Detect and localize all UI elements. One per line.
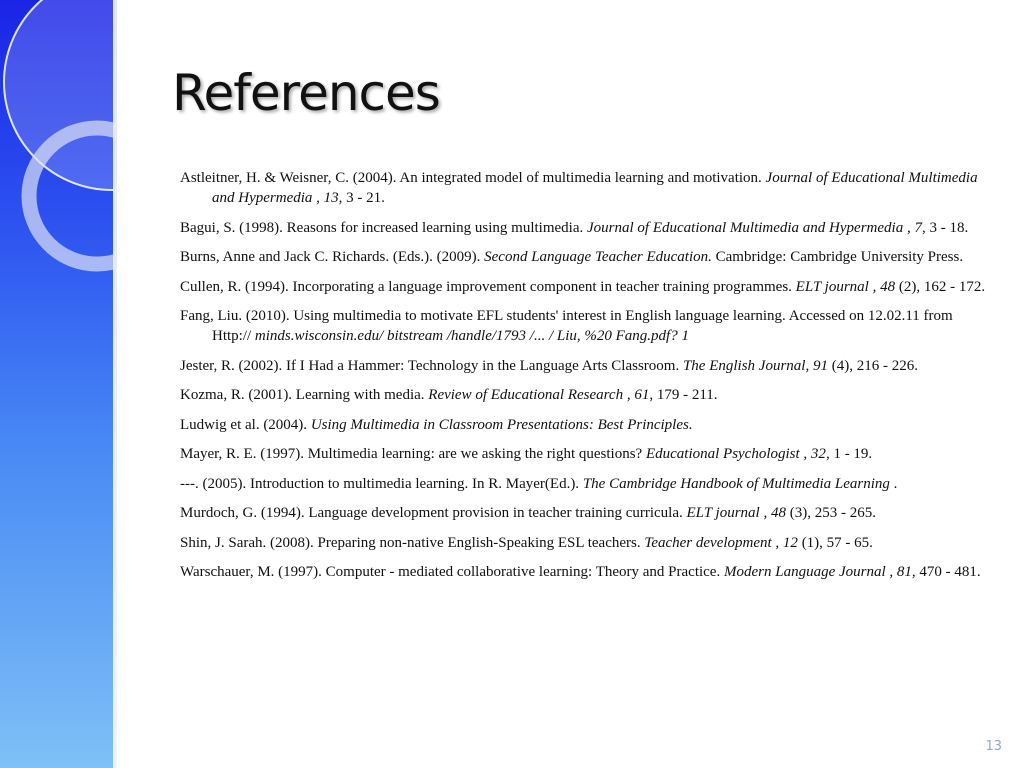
reference-text: Shin, J. Sarah. (2008). Preparing non-native English-Speaking ESL teachers.	[180, 534, 645, 551]
reference-source: Journal of Educational Multimedia and Hypermedia , 13	[212, 170, 978, 206]
sidebar-edge	[113, 0, 117, 768]
reference-pages: (2), 162 - 172.	[895, 278, 986, 295]
reference-source: Second Language Teacher Education.	[484, 249, 712, 265]
reference-text: Warschauer, M. (1997). Computer - mediated collaborative learning: Theory and Practice.	[180, 564, 724, 580]
reference-source: Review of Educational Research , 61	[428, 387, 650, 403]
circle-decoration-icon	[0, 0, 113, 768]
reference-text: Ludwig et al. (2004).	[180, 416, 311, 433]
reference-pages: , 470 - 481.	[911, 564, 981, 580]
reference-item	[180, 218, 995, 238]
reference-text: Fang, Liu. (2010). Using multimedia to motivate EFL students' interest in English language learning. Accessed on 12.02.11 from Http://	[180, 308, 953, 344]
reference-pages: .	[889, 475, 898, 492]
reference-list	[180, 168, 995, 592]
reference-source: Modern Language Journal , 81	[723, 564, 912, 580]
reference-pages: , 1 - 19.	[825, 446, 873, 462]
reference-pages: (3), 253 - 265.	[785, 505, 876, 521]
reference-source: Using Multimedia in Classroom Presentations: Best Principles.	[310, 416, 693, 433]
reference-item	[180, 277, 995, 297]
reference-item	[180, 562, 995, 582]
reference-text: Cullen, R. (1994). Incorporating a language improvement component in teacher training programmes.	[180, 278, 796, 295]
reference-source: Teacher development , 12	[644, 534, 798, 551]
reference-source: ELT journal , 48	[795, 278, 896, 295]
reference-text: Kozma, R. (2001). Learning with media.	[180, 387, 429, 403]
reference-text: Murdoch, G. (1994). Language development provision in teacher training curricula.	[180, 505, 687, 521]
reference-text: Mayer, R. E. (1997). Multimedia learning: are we asking the right questions?	[180, 446, 646, 462]
reference-item	[180, 385, 995, 405]
reference-item	[180, 356, 995, 376]
reference-item	[180, 533, 995, 553]
reference-source: Journal of Educational Multimedia and Hypermedia , 7	[587, 219, 922, 236]
reference-source: The Cambridge Handbook of Multimedia Learning	[582, 475, 890, 492]
reference-source: minds.wisconsin.edu/ bitstream /handle/1793 /... / Liu, %20 Fang.pdf? 1	[254, 328, 689, 344]
reference-item	[180, 168, 995, 208]
slide-title: References	[172, 64, 440, 122]
reference-source: ELT journal , 48	[686, 505, 786, 521]
reference-item	[180, 444, 995, 464]
reference-pages: , 179 - 211.	[649, 387, 718, 403]
reference-pages: , 3 - 21.	[338, 190, 385, 206]
reference-pages: (4), 216 - 226.	[827, 357, 918, 374]
decorative-sidebar	[0, 0, 113, 768]
reference-item	[180, 474, 995, 494]
reference-text: ---. (2005). Introduction to multimedia learning. In R. Mayer(Ed.).	[180, 475, 583, 492]
reference-pages: Cambridge: Cambridge University Press.	[711, 249, 964, 265]
reference-item	[180, 247, 995, 267]
reference-item	[180, 415, 995, 435]
reference-source: Educational Psychologist , 32	[645, 446, 826, 462]
reference-text: Astleitner, H. & Weisner, C. (2004). An integrated model of multimedia learning and motivation.	[180, 170, 766, 186]
reference-pages: , 3 - 18.	[921, 219, 969, 236]
reference-source: The English Journal, 91	[682, 357, 828, 374]
reference-item	[180, 306, 995, 346]
reference-text: Burns, Anne and Jack C. Richards. (Eds.). (2009).	[180, 249, 485, 265]
reference-text: Bagui, S. (1998). Reasons for increased learning using multimedia.	[180, 219, 587, 236]
slide-number: 13	[985, 739, 1002, 754]
reference-pages: (1), 57 - 65.	[797, 534, 873, 551]
reference-text: Jester, R. (2002). If I Had a Hammer: Technology in the Language Arts Classroom.	[180, 357, 683, 374]
reference-item	[180, 503, 995, 523]
